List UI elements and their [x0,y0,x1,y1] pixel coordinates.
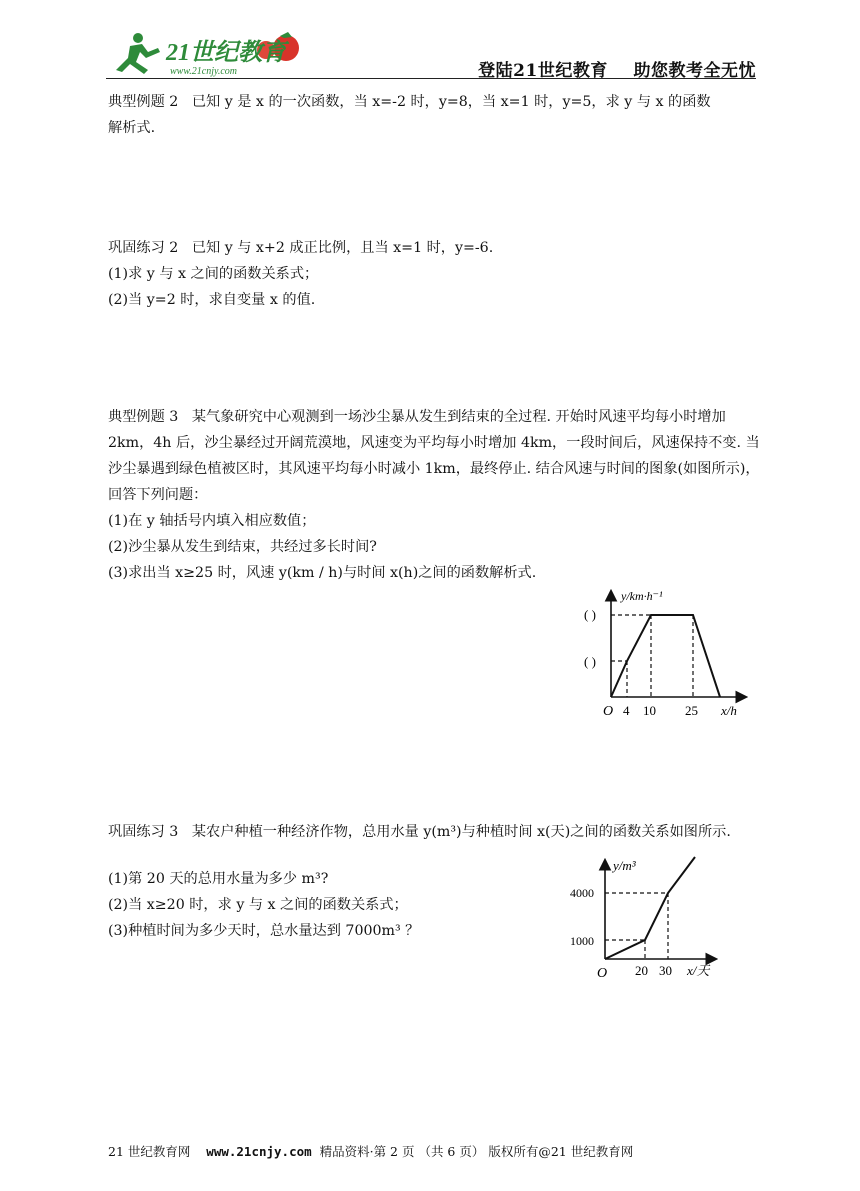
example3-q2: (2)沙尘暴从发生到结束，共经过多长时间? [108,539,377,555]
x-tick-30: 30 [659,963,672,978]
footer-site-name: 21 世纪教育网 [108,1144,191,1159]
y-axis-label: y/km·h⁻¹ [621,589,663,603]
x-tick-20: 20 [635,963,648,978]
example3-q3: (3)求出当 x≥25 时，风速 y(km / h)与时间 x(h)之间的函数解析式. [108,565,537,581]
windspeed-graph [575,582,765,722]
logo-url: www.21cnjy.com [170,66,238,77]
example2-title: 典型例题 2 [108,94,179,110]
x-axis-label: x/h [721,703,737,718]
practice2-statement [108,235,493,261]
example3-q1: (1)在 y 轴括号内填入相应数值； [108,513,316,529]
y-tick-1000: 1000 [570,934,594,948]
practice3-text: 某农户种植一种经济作物，总用水量 y(m³)与种植时间 x(天)之间的函数关系如图所示. [191,824,731,840]
practice3-title: 巩固练习 3 [108,824,179,840]
y-axis-label: y/m³ [613,858,636,873]
practice2-title: 巩固练习 2 [108,240,179,256]
practice3-q3: (3)种植时间为多少天时，总水量达到 7000m³ ？ [108,923,420,939]
y-blank-upper: ( ) [584,607,596,622]
footer-page-info: 精品资料·第 2 页 （共 6 页） 版权所有@21 世纪教育网 [319,1144,634,1159]
practice2-text: 已知 y 与 x+2 成正比例，且当 x=1 时，y=-6. [191,240,494,256]
header-slogan: 登陆21世纪教育 助您教考全无忧 [478,61,756,81]
practice3-q1: (1)第 20 天的总用水量为多少 m³? [108,871,329,887]
example2-line2: 解析式. [108,120,156,136]
site-logo [108,28,308,78]
y-tick-4000: 4000 [570,886,594,900]
example2-line1 [108,89,711,115]
y-blank-lower: ( ) [584,654,596,669]
logo-text: 21世纪教育 [166,40,286,66]
x-tick-10: 10 [643,703,656,718]
practice3-statement [108,819,763,845]
practice2-q1: (1)求 y 与 x 之间的函数关系式； [108,266,319,282]
water-usage-graph [565,853,735,983]
example3-text: 某气象研究中心观测到一场沙尘暴从发生到结束的全过程. 开始时风速平均每小时增加 2km，4h 后，沙尘暴经过开阔荒漠地，风速变为平均每小时增加 4km，一段时间后，风速保持不变. 当沙尘暴遇到绿色植被区时，其风速平均每小时减小 1km，最终停止. 结合风速与时间的图象(如图所示)，回答下列问题： [108,409,760,503]
practice2-q2: (2)当 y=2 时，求自变量 x 的值. [108,292,316,308]
example2-text: 已知 y 是 x 的一次函数，当 x=-2 时，y=8，当 x=1 时，y=5，求 y 与 x 的函数 [191,94,711,110]
origin-label: O [603,704,614,719]
page-footer [108,1142,633,1160]
x-tick-4: 4 [623,703,630,718]
runner-icon [116,33,160,74]
practice3-q2: (2)当 x≥20 时，求 y 与 x 之间的函数关系式； [108,897,408,913]
origin-label: O [597,966,608,981]
x-axis-label: x/天 [687,963,710,978]
example3-statement [108,404,763,508]
example3-title: 典型例题 3 [108,409,179,425]
header-divider [106,78,756,79]
footer-url[interactable]: www.21cnjy.com [206,1144,312,1159]
x-tick-25: 25 [685,703,698,718]
